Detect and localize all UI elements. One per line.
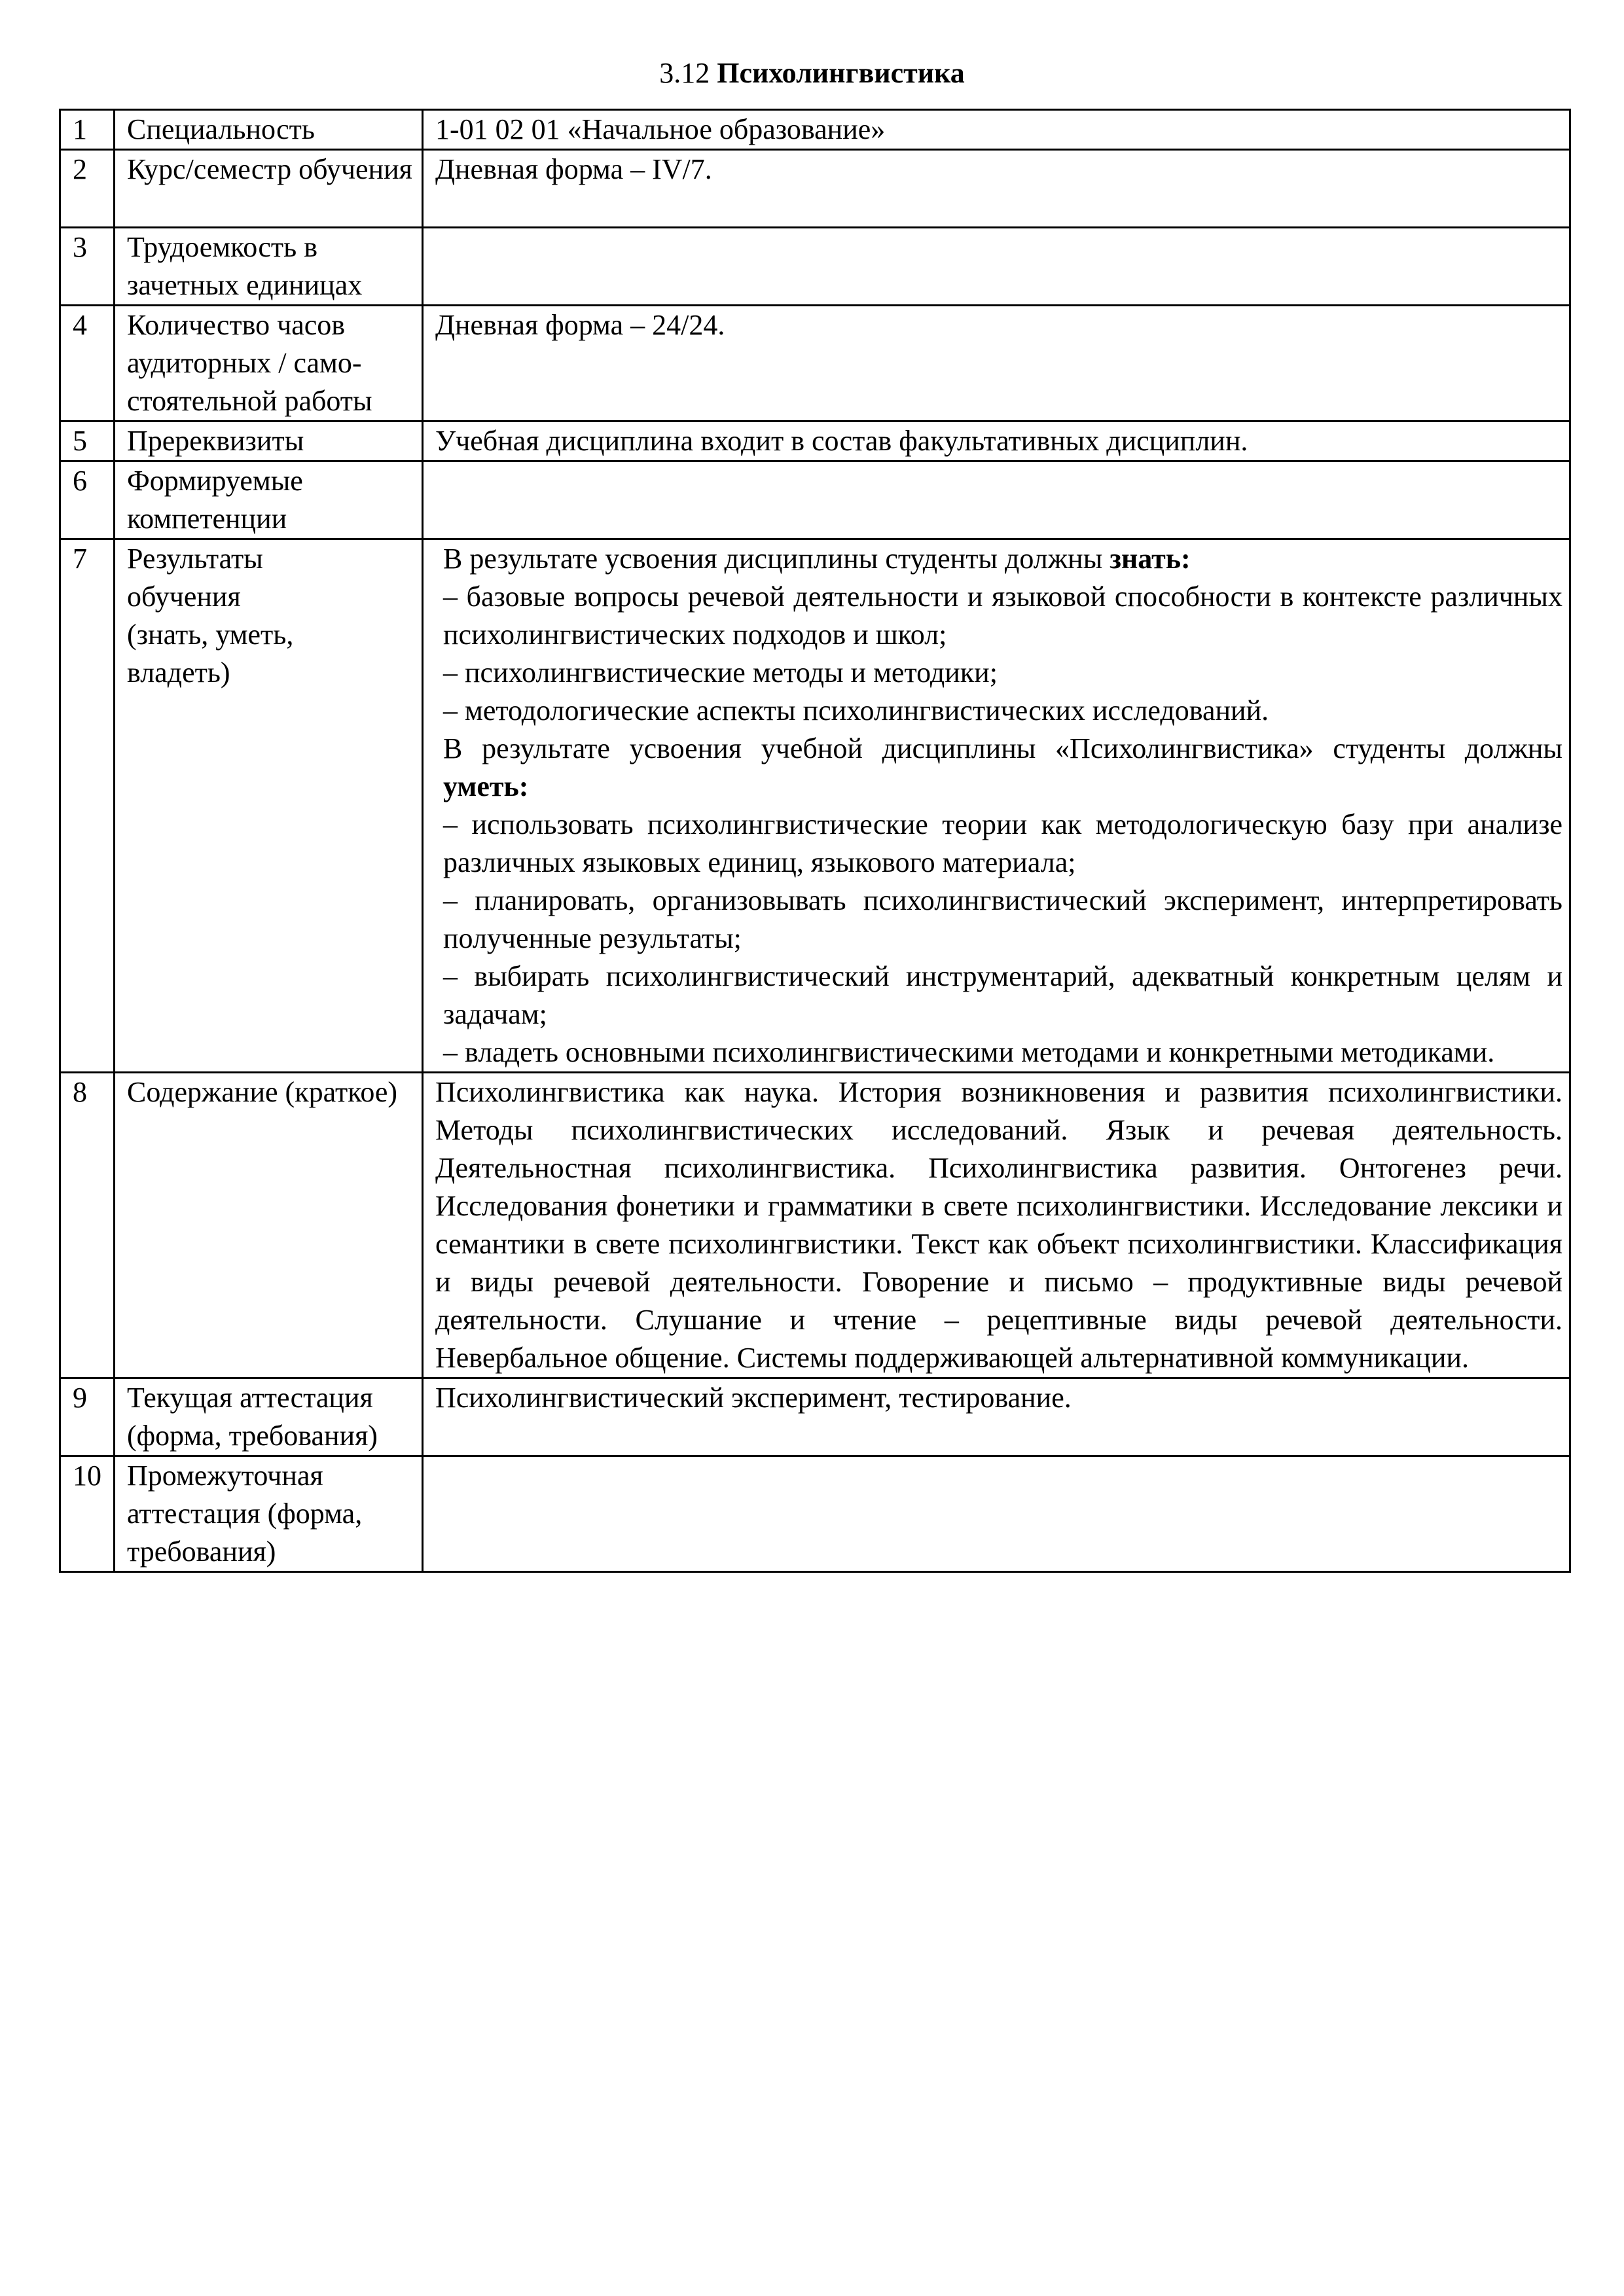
list-item: – использовать психолингвистические теории как методологическую базу при анализе различных языковых единиц, языкового материала; [443,808,1562,878]
row-label: Содержание (краткое) [115,1073,423,1378]
know-intro: В результате усвоения дисциплины студенты должны знать: [443,543,1191,575]
row-number: 9 [60,1378,115,1456]
row-content: Учебная дисциплина входит в состав факультативных дисциплин. [423,422,1570,461]
row-content: Психолингвистика как наука. История возникновения и развития психолингвистики. Методы психолингвистических исследований. Язык и речевая деятельность. Деятельностная психолингвистика. Психолингвистика развития. Онтогенез речи. Исследования фонетики и грамматики в свете психолингвистики. Исследование лексики и семантики в свете психолингвистики. Текст как объект психолингвистики. Классификация и виды речевой деятельности. Говорение и письмо – продуктивные виды речевой деятельности. Слушание и чтение – рецептивные виды речевой деятельности. Невербальное общение. Системы поддерживающей альтернативной коммуникации. [423,1073,1570,1378]
row-content: Дневная форма – IV/7. [423,150,1570,228]
list-item: – психолингвистические методы и методики; [443,656,998,689]
row-label: Трудоемкость в зачетных единицах [115,228,423,306]
list-item: – методологические аспекты психолингвистических исследований. [443,694,1269,726]
label-line: владеть) [127,656,230,689]
list-item: – планировать, организовывать психолингвистический эксперимент, интерпретировать полученные результаты; [443,884,1562,954]
row-number: 6 [60,461,115,539]
learning-outcomes [423,539,1570,1073]
row-content: Дневная форма – 24/24. [423,306,1570,422]
can-intro: В результате усвоения учебной дисциплины «Психолингвистика» студенты должны уметь: [443,732,1562,802]
table-row [60,461,1570,539]
row-number: 4 [60,306,115,422]
row-number: 7 [60,539,115,1073]
row-label: Курс/семестр обучения [115,150,423,228]
row-content [423,1456,1570,1572]
row-number: 5 [60,422,115,461]
table-row [60,1073,1570,1378]
row-content [423,228,1570,306]
table-row [60,228,1570,306]
row-number: 2 [60,150,115,228]
table-row [60,150,1570,228]
know-keyword: знать: [1110,543,1191,575]
title-name: Психолингвистика [717,57,965,89]
row-label: Специальность [115,110,423,150]
row-label: Промежуточная аттестация (форма, требования) [115,1456,423,1572]
label-line: (знать, уметь, [127,619,294,651]
row-number: 10 [60,1456,115,1572]
row-number: 1 [60,110,115,150]
row-number: 3 [60,228,115,306]
can-keyword: уметь: [443,770,529,802]
table-row [60,110,1570,150]
row-label: Текущая аттестация (форма, требования) [115,1378,423,1456]
row-label: Пререквизиты [115,422,423,461]
table-row [60,422,1570,461]
label-line: Результаты [127,543,263,575]
table-row [60,1456,1570,1572]
row-content: 1-01 02 01 «Начальное образование» [423,110,1570,150]
table-row [60,1378,1570,1456]
table-row [60,306,1570,422]
row-label [115,539,423,1073]
list-item: – выбирать психолингвистический инструментарий, адекватный конкретным целям и задачам; [443,960,1562,1030]
row-label: Формируемые компетенции [115,461,423,539]
list-item: – владеть основными психолингвистическими методами и конкретными методиками. [443,1036,1495,1068]
row-label: Количество часов аудиторных / само-стоятельной работы [115,306,423,422]
list-item: – базовые вопросы речевой деятельности и языковой способности в контексте различных психолингвистических подходов и школ; [443,581,1562,651]
row-number: 8 [60,1073,115,1378]
page-title [0,54,1624,93]
row-content [423,461,1570,539]
row-content: Психолингвистический эксперимент, тестирование. [423,1378,1570,1456]
table-row [60,539,1570,1073]
title-number: 3.12 [659,57,710,89]
label-line: обучения [127,581,241,613]
course-spec-table [59,109,1571,1573]
